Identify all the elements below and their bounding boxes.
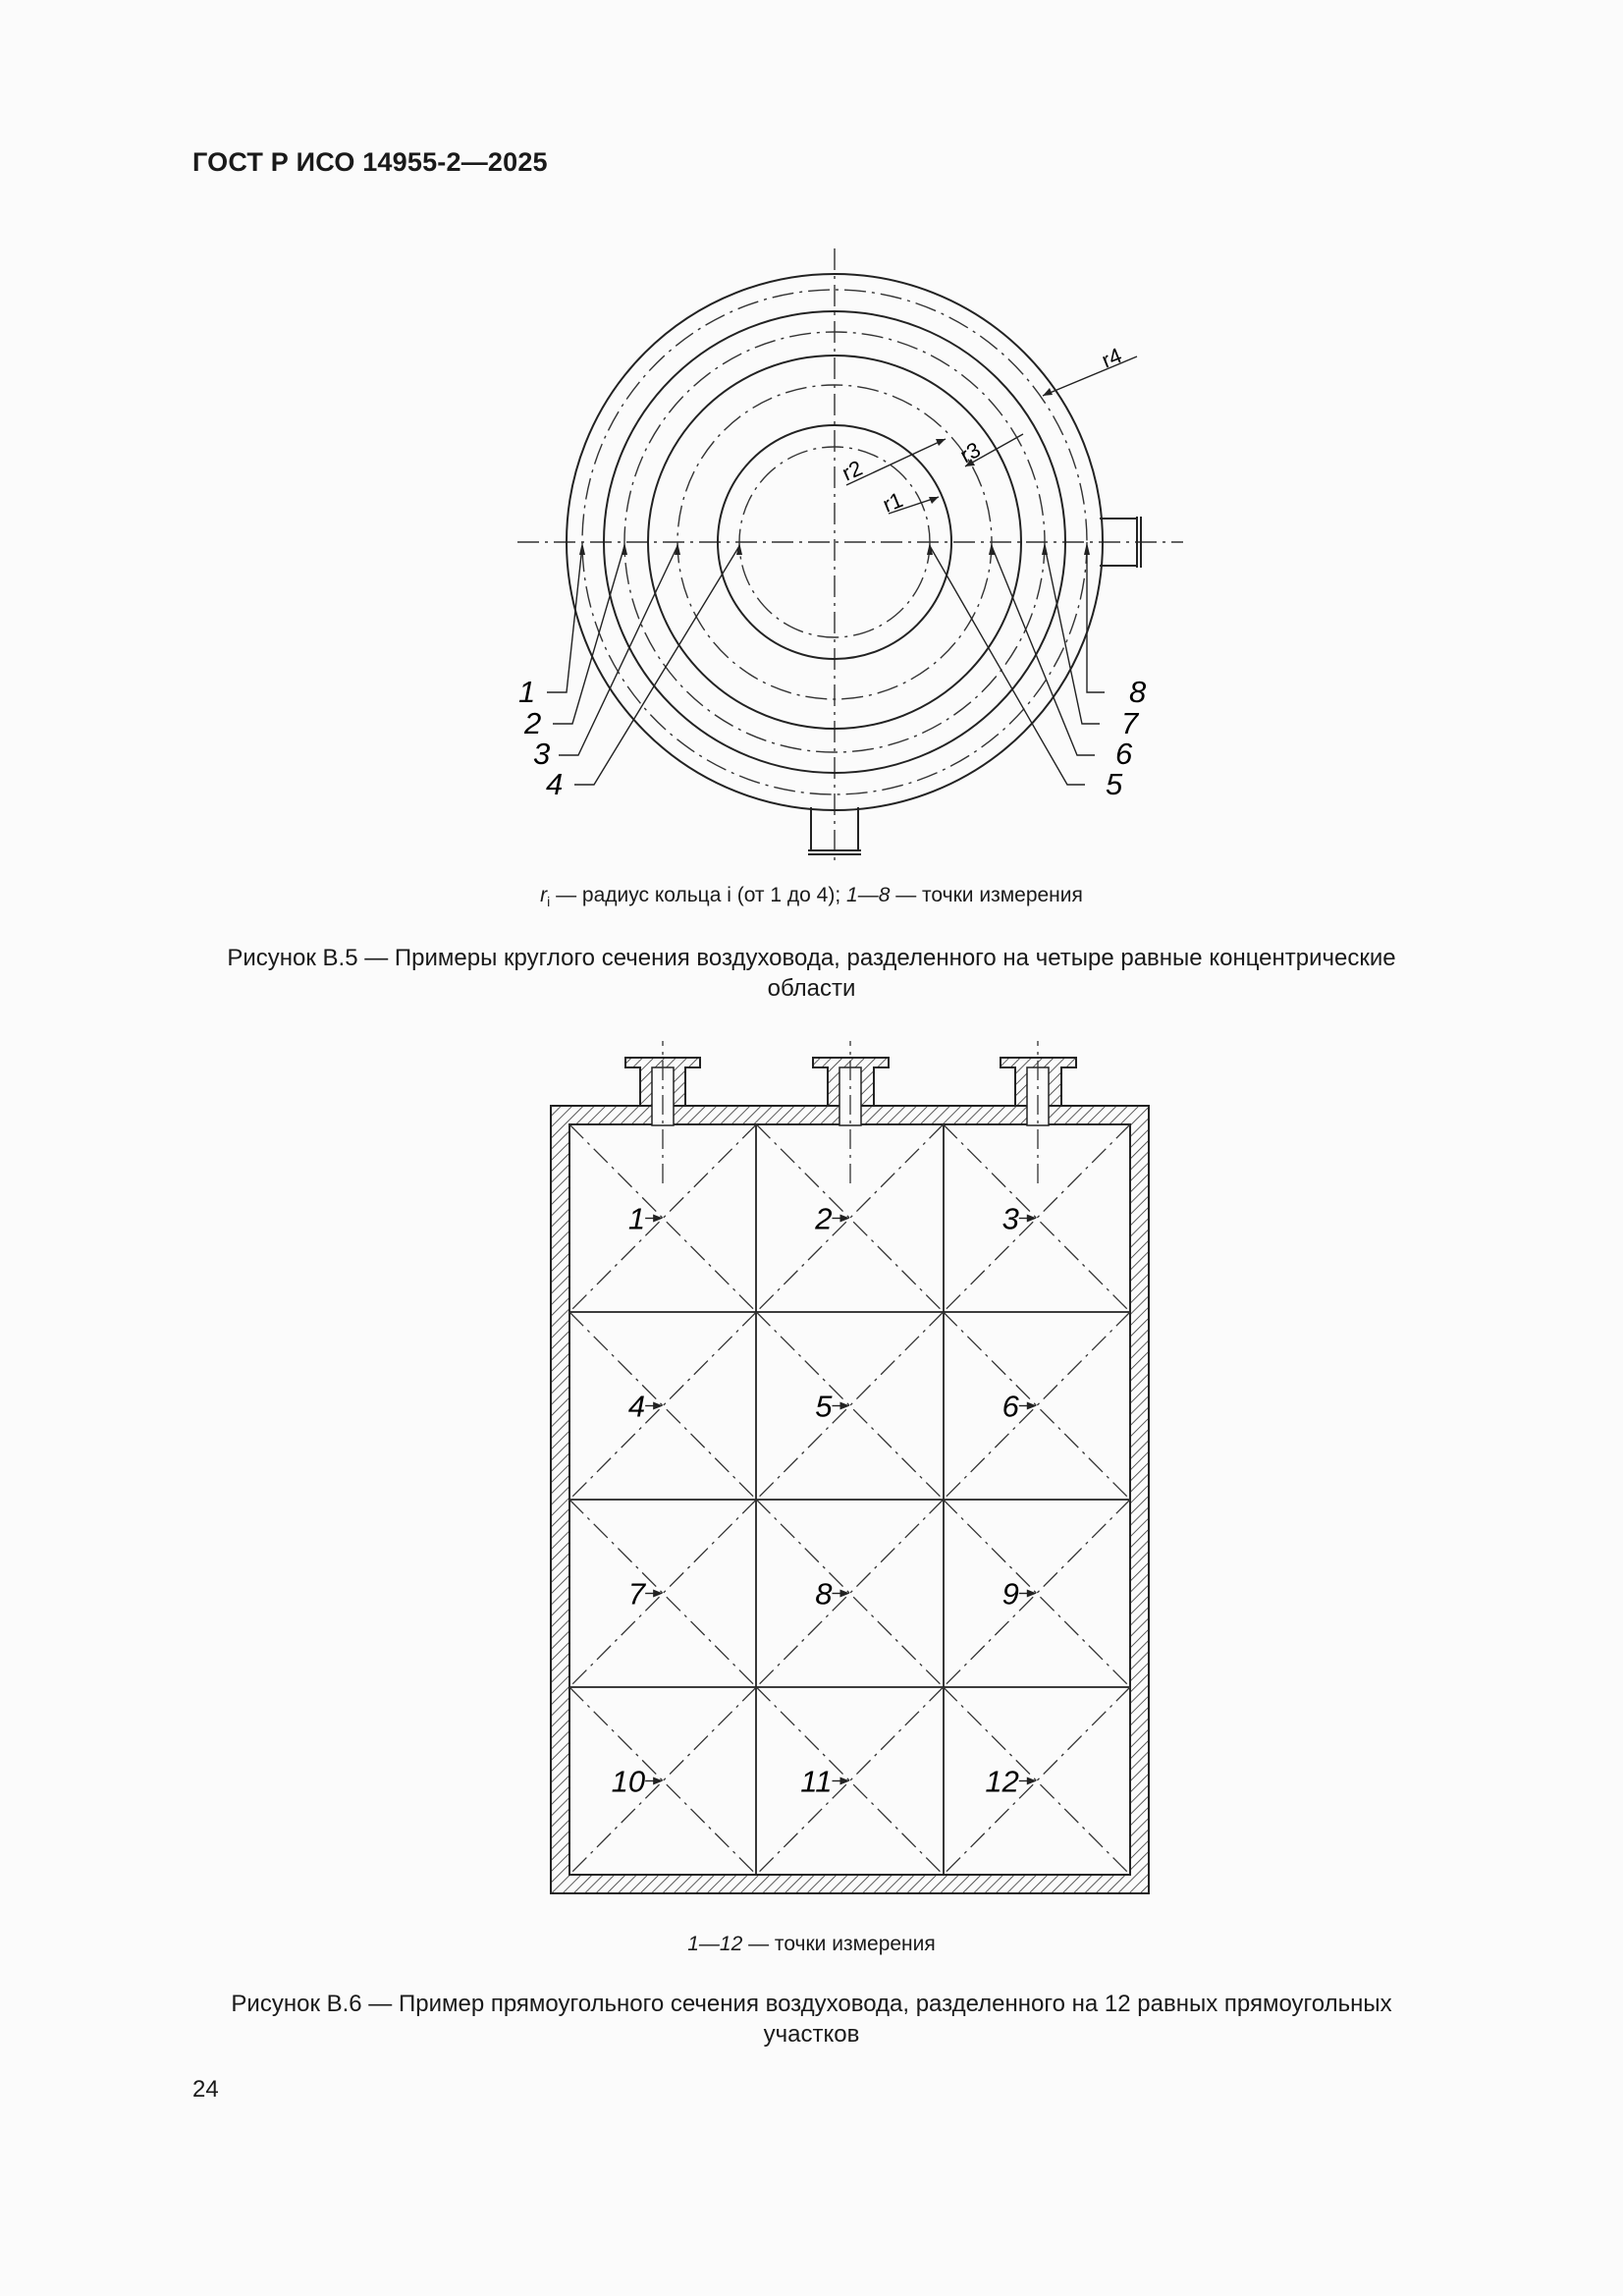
figure1-caption: Рисунок В.5 — Примеры круглого сечения воздуховода, разделенного на четыре равные концентрические области: [227, 945, 1396, 1002]
point-arrow: [839, 1215, 849, 1223]
circular-duct-figure: [0, 216, 1623, 864]
point-arrow: [653, 1777, 663, 1785]
point-label-2: 2: [524, 706, 542, 740]
figure2-legend: [0, 1933, 1623, 1956]
radius-label-r4: r4: [1098, 343, 1126, 373]
rectangular-duct-figure: [0, 1041, 1623, 1915]
document-header: ГОСТ Р ИСО 14955-2—2025: [192, 147, 548, 177]
point-arrow: [839, 1590, 849, 1598]
legend2-points-text: — точки измерения: [742, 1933, 936, 1955]
rect-point-label-11: 11: [800, 1764, 833, 1799]
legend-points-range: 1—8: [846, 884, 891, 906]
rect-point-label-9: 9: [1001, 1576, 1019, 1612]
radius-label-r2: r2: [838, 455, 866, 486]
grid-lines: [569, 1124, 1130, 1875]
figure2-caption: Рисунок В.6 — Пример прямоугольного сечения воздуховода, разделенного на 12 равных прямоугольных участков: [231, 1991, 1392, 2048]
rect-point-label-2: 2: [815, 1201, 833, 1236]
rect-point-label-10: 10: [611, 1764, 646, 1799]
point-arrow: [653, 1215, 663, 1223]
rect-point-label-7: 7: [627, 1576, 646, 1612]
point-arrow: [653, 1590, 663, 1598]
point-label-1: 1: [518, 675, 536, 709]
point-arrow: [1027, 1215, 1037, 1223]
rect-point-label-12: 12: [985, 1764, 1019, 1799]
legend-points-text: — точки измерения: [890, 884, 1083, 906]
point-arrow: [1027, 1402, 1037, 1410]
point-label-7: 7: [1121, 706, 1139, 740]
radius-label-r3: r3: [955, 437, 985, 468]
figure1-legend: [0, 884, 1623, 909]
point-label-8: 8: [1129, 675, 1147, 709]
legend-radius-symbol: r: [540, 884, 548, 906]
radius-label-r1: r1: [879, 487, 907, 518]
leader-lines: [547, 546, 1105, 785]
point-arrow: [839, 1777, 849, 1785]
rect-point-label-5: 5: [815, 1389, 833, 1424]
point-arrow: [1027, 1590, 1037, 1598]
rect-point-label-3: 3: [1001, 1201, 1019, 1236]
rect-point-label-4: 4: [627, 1389, 646, 1424]
point-label-6: 6: [1115, 737, 1133, 771]
point-label-5: 5: [1106, 767, 1123, 801]
legend2-points-range: 1—12: [687, 1933, 743, 1955]
point-arrow: [653, 1402, 663, 1410]
point-arrow: [1027, 1777, 1037, 1785]
point-label-4: 4: [546, 767, 564, 801]
point-label-3: 3: [533, 737, 551, 771]
page-number: 24: [192, 2076, 219, 2103]
radius-arrowheads: [929, 388, 1053, 504]
legend-radius-subscript: i: [547, 894, 551, 910]
rect-point-label-8: 8: [815, 1576, 833, 1612]
point-arrow: [839, 1402, 849, 1410]
legend-radius-text: — радиус кольца i (от 1 до 4);: [550, 884, 847, 906]
rect-point-label-1: 1: [627, 1201, 646, 1236]
rect-point-label-6: 6: [1001, 1389, 1019, 1424]
